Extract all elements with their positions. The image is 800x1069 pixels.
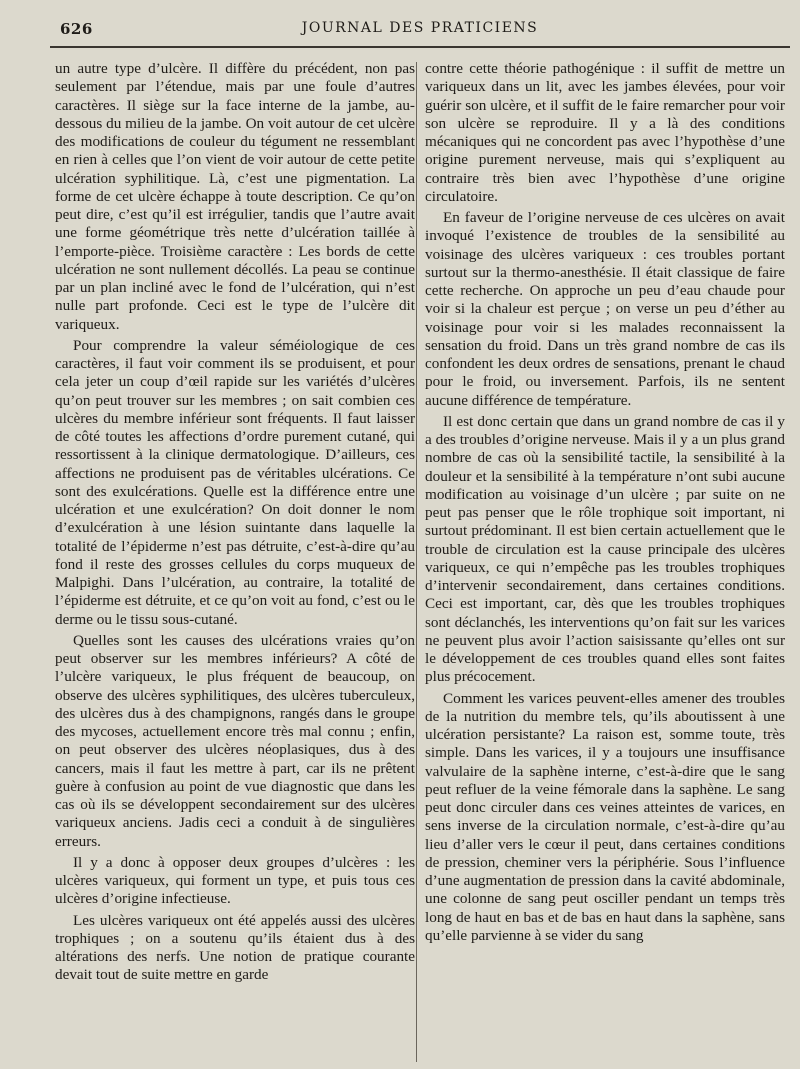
paragraph: Pour comprendre la valeur séméiologique de ces caractères, il faut voir comment ils se produisent, et pour cela jeter un coup d’œil rapide sur les variétés d’ulcères qu’on peut trouver sur les membres ; on sait combien ces ulcères du membre inférieur sont fréquents. Il faut laisser de côté toutes les affections d’ordre purement cutané, qui ressortissent à la clinique dermatologique. D’ailleurs, ces affections ne produisent pas de véritables ulcérations. Ce sont des exulcérations. Quelle est la différence entre une ulcération et une exulcération? On doit donner le nom d’exulcération à une lésion suintante dans laquelle la totalité de l’épiderme n’est pas détruite, c’est-à-dire qu’au fond il reste des grosses cellules du corps muqueux de Malpighi. Dans l’ulcération, au contraire, la totalité de l’épiderme est détruite, et ce qu’on voit au fond, c’est ou le derme ou le tissu sous-cutané. [55,336,415,628]
column-divider [416,62,417,1062]
paragraph: Les ulcères variqueux ont été appelés aussi des ulcères trophiques ; on a soutenu qu’ils étaient dus à des altérations des nerfs. Une notion de pratique courante devait tout de suite mettre en garde [55,911,415,984]
paragraph: Comment les varices peuvent-elles amener des troubles de la nutrition du membre tels, qu’ils aboutissent à une ulcération persistante? La raison est, somme toute, très simple. Dans les varices, il y a toujours une insuffisance valvulaire de la saphène interne, c’est-à-dire que le sang peut refluer de la veine fémorale dans la saphène. Le sang peut donc circuler dans ces veines atteintes de varices, en sens inverse de la circulation normale, c’est-à-dire qu’au lieu d’aller vers le cœur il peut, dans certaines conditions de pression, cheminer vers la périphérie. Sous l’influence d’une augmentation de pression dans la cavité abdominale, une colonne de sang peut osciller pendant un temps très long de haut en bas et de bas en haut dans la saphène, sans qu’elle parvienne à se vider du sang [425,689,785,944]
page-number: 626 [60,20,93,38]
paragraph: Il est donc certain que dans un grand nombre de cas il y a des troubles d’origine nerveuse. Mais il y a un plus grand nombre de cas où la sensibilité tactile, la sensibilité à la douleur et la sensibilité à la température n’ont subi aucune modification au voisinage d’un ulcère ; par suite on ne peut pas penser que le rôle trophique soit important, ni surtout prédominant. Il est bien certain actuellement que le trouble de circulation est la cause principale des ulcères variqueux, ce qui n’empêche pas les troubles trophiques d’intervenir secondairement, dans certaines conditions. Ceci est important, car, dès que les troubles trophiques sont déclanchés, les interventions qu’on fait sur les varices ne peuvent plus avoir l’action saisissante qu’elles ont sur le développement de ces troubles quand elles sont faites plus précocement. [425,412,785,686]
paragraph: Il y a donc à opposer deux groupes d’ulcères : les ulcères variqueux, qui forment un type, et puis tous ces ulcères d’origine infectieuse. [55,853,415,908]
paragraph: Quelles sont les causes des ulcérations vraies qu’on peut observer sur les membres inférieurs? A côté de l’ulcère variqueux, le plus fréquent de beaucoup, on observe des ulcères syphilitiques, des ulcères tuberculeux, des ulcères dus à des champignons, rangés dans le groupe des mycoses, actuellement encore très mal connu ; enfin, on peut observer des ulcères néoplasiques, dus à des cancers, mais il faut les mettre à part, car ils ne prêtent guère à confusion au point de vue diagnostic que dans les cas où ils se développent secondairement sur des ulcères variqueux anciens. Jadis ceci a conduit à de singulières erreurs. [55,631,415,850]
paragraph: En faveur de l’origine nerveuse de ces ulcères on avait invoqué l’existence de troubles de la sensibilité au voisinage des ulcères variqueux : ces troubles portant surtout sur la thermo-anesthésie. Il était classique de faire cette recherche. On approche un peu d’eau chaude pour voir si la chaleur est perçue ; on verse un peu d’éther au voisinage pour voir si les malades reconnaissent la sensation du froid. Dans un très grand nombre de cas ils confondent les deux ordres de sensations, prenant le chaud pour le froid, ou inversement. Parfois, ils ne sentent aucune différence de température. [425,209,785,409]
running-title: JOURNAL DES PRATICIENS [301,20,539,36]
paragraph: contre cette théorie pathogénique : il suffit de mettre un variqueux dans un lit, avec les jambes élevées, pour voir guérir son ulcère, et il suffit de le faire remarcher pour voir son ulcère se reproduire. Il y a là des conditions mécaniques qui ne concordent pas avec l’hypothèse d’une origine purement nerveuse, mais qui s’expliquent au contraire très bien avec l’hypothèse d’une origine circulatoire. [425,60,785,205]
page-header [50,16,790,48]
left-column [55,60,415,1060]
right-column [425,60,785,1060]
paragraph: un autre type d’ulcère. Il diffère du précédent, non pas seulement par l’étendue, mais par une foule d’autres caractères. Il siège sur la face interne de la jambe, au-dessous du milieu de la jambe. On voit autour de cet ulcère des modifications de couleur du tégument ne ressemblant en rien à celles que l’on vient de voir autour de cette petite ulcération syphilitique. Là, c’est une pigmentation. La forme de cet ulcère échappe à toute description. Ce qu’on peut dire, c’est qu’il est irrégulier, tandis que l’autre avait une forme géométrique très nette d’ulcération taillée à l’emporte-pièce. Troisième caractère : Les bords de cette ulcération ne sont nullement décollés. La peau se continue par un plan incliné avec le fond de l’ulcération, qui n’est nulle part profonde. Ceci est le type de l’ulcère dit variqueux. [55,60,415,333]
